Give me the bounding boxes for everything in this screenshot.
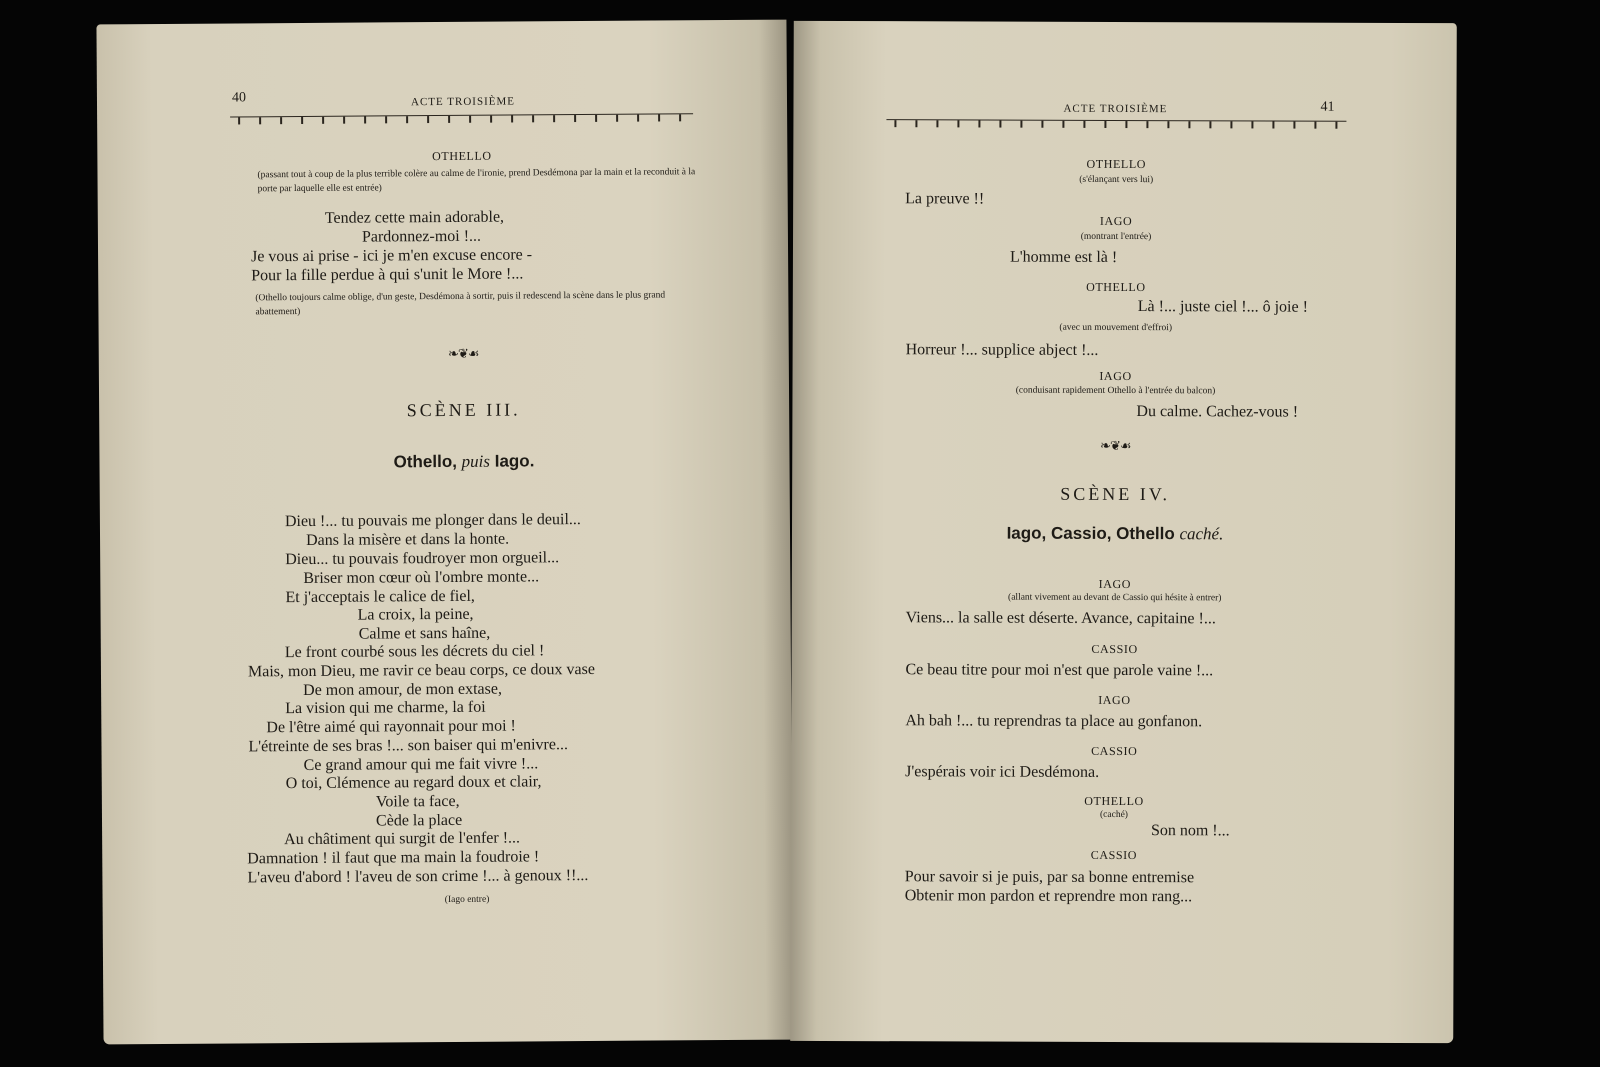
page-number: 41 bbox=[1320, 99, 1335, 115]
verse-line: Cède la place bbox=[375, 811, 463, 830]
verse-line: L'étreinte de ses bras !... son baiser qui m'enivre... bbox=[248, 736, 569, 756]
character-name: Othello, bbox=[393, 451, 457, 472]
verse-line: La vision qui me charme, la foi bbox=[285, 698, 486, 718]
stage-direction: (montrant l'entrée) bbox=[1080, 231, 1152, 243]
scene-title: SCÈNE III. bbox=[406, 399, 521, 421]
verse-line: Dieu... tu pouvais foudroyer mon orgueil... bbox=[285, 549, 560, 569]
scene-title: SCÈNE IV. bbox=[1060, 483, 1171, 505]
verse-line: Je vous ai prise - ici je m'en excuse encore - bbox=[251, 246, 533, 266]
ornament-icon: ❧❦☙ bbox=[447, 346, 479, 362]
speaker-name: OTHELLO bbox=[432, 148, 492, 164]
verse-line: Ah bah !... tu reprendras ta place au gonfanon. bbox=[905, 712, 1203, 731]
speaker-name: CASSIO bbox=[1091, 641, 1138, 657]
ornamental-rule bbox=[230, 113, 693, 127]
verse-line: La croix, la peine, bbox=[357, 605, 474, 624]
verse-line: De l'être aimé qui rayonnait pour moi ! bbox=[266, 717, 516, 737]
stage-direction: (conduisant rapidement Othello à l'entrée du balcon) bbox=[1015, 385, 1216, 397]
verse-line: L'aveu d'abord ! l'aveu de son crime !... à genoux !!... bbox=[247, 867, 589, 887]
verse-line: Voile ta face, bbox=[375, 792, 460, 811]
verse-line: Là !... juste ciel !... ô joie ! bbox=[1137, 298, 1308, 316]
character-note: caché. bbox=[1179, 524, 1224, 544]
ornamental-rule bbox=[886, 119, 1346, 132]
verse-line: Calme et sans haîne, bbox=[358, 624, 491, 643]
verse-line: L'homme est là ! bbox=[1009, 248, 1118, 266]
verse-line: De mon amour, de mon extase, bbox=[303, 680, 503, 699]
verse-line: Pour la fille perdue à qui s'unit le More !... bbox=[251, 265, 524, 285]
running-head: ACTE TROISIÈME bbox=[1063, 102, 1168, 116]
page-number: 40 bbox=[231, 90, 247, 106]
ornament-icon: ❧❦☙ bbox=[1100, 438, 1131, 455]
verse-line: Dans la misère et dans la honte. bbox=[305, 530, 510, 549]
verse-line: Damnation ! il faut que ma main la foudroie ! bbox=[247, 848, 540, 868]
stage-direction: (s'élançant vers lui) bbox=[1079, 174, 1154, 186]
stage-direction: (allant vivement au devant de Cassio qui hésite à entrer) bbox=[1008, 592, 1222, 604]
speaker-name: CASSIO bbox=[1090, 847, 1138, 863]
verse-line: Ce beau titre pour moi n'est que parole vaine !... bbox=[905, 661, 1214, 680]
right-page bbox=[790, 21, 1457, 1043]
scene-characters bbox=[232, 450, 695, 473]
stage-direction: (caché) bbox=[1100, 809, 1128, 821]
verse-line: La preuve !! bbox=[905, 190, 985, 208]
verse-line: Ce grand amour qui me fait vivre !... bbox=[303, 755, 539, 774]
verse-line: Horreur !... supplice abject !... bbox=[905, 341, 1099, 359]
speaker-name: CASSIO bbox=[1091, 743, 1138, 759]
verse-line: Obtenir mon pardon et reprendre mon rang... bbox=[904, 887, 1193, 906]
character-name: Iago, Cassio, Othello bbox=[1006, 523, 1175, 544]
character-note: puis bbox=[461, 451, 491, 471]
verse-line: Mais, mon Dieu, me ravir ce beau corps, ce doux vase bbox=[247, 660, 596, 681]
speaker-name: IAGO bbox=[1099, 213, 1133, 229]
verse-line: Dieu !... tu pouvais me plonger dans le deuil... bbox=[284, 511, 581, 531]
speaker-name: IAGO bbox=[1098, 692, 1131, 708]
stage-direction: (passant tout à coup de la plus terrible colère au calme de l'ironie, prend Desdémona par la main et la reconduit à la porte par laquelle elle est entrée) bbox=[257, 167, 696, 195]
verse-line: Au châtiment qui surgit de l'enfer !... bbox=[284, 829, 521, 849]
speaker-name: OTHELLO bbox=[1086, 156, 1147, 172]
stage-direction: (Iago entre) bbox=[444, 894, 490, 906]
verse-line: Le front courbé sous les décrets du ciel ! bbox=[284, 642, 545, 662]
speaker-name: OTHELLO bbox=[1084, 793, 1144, 809]
verse-line: Pardonnez-moi !... bbox=[361, 227, 482, 246]
left-page bbox=[96, 20, 793, 1045]
verse-line: O toi, Clémence au regard doux et clair, bbox=[285, 773, 542, 793]
stage-direction: (Othello toujours calme oblige, d'un geste, Desdémona à sortir, puis il redescend la scène dans le plus grand abattement) bbox=[255, 290, 666, 318]
stage-direction: (avec un mouvement d'effroi) bbox=[1059, 322, 1173, 334]
speaker-name: IAGO bbox=[1099, 368, 1132, 384]
verse-line: Briser mon cœur où l'ombre monte... bbox=[303, 568, 540, 587]
character-name: Iago. bbox=[494, 451, 535, 471]
verse-line: Du calme. Cachez-vous ! bbox=[1136, 403, 1299, 421]
verse-line: Son nom !... bbox=[1150, 822, 1230, 840]
verse-line: Pour savoir si je puis, par sa bonne entremise bbox=[904, 868, 1195, 887]
verse-line: Et j'acceptais le calice de fiel, bbox=[285, 587, 475, 607]
scene-characters bbox=[885, 523, 1345, 545]
verse-line: J'espérais voir ici Desdémona. bbox=[905, 763, 1100, 781]
speaker-name: IAGO bbox=[1098, 576, 1132, 592]
verse-line: Viens... la salle est déserte. Avance, capitaine !... bbox=[905, 609, 1216, 628]
verse-line: Tendez cette main adorable, bbox=[324, 208, 505, 227]
speaker-name: OTHELLO bbox=[1086, 279, 1146, 295]
running-head: ACTE TROISIÈME bbox=[410, 95, 515, 109]
